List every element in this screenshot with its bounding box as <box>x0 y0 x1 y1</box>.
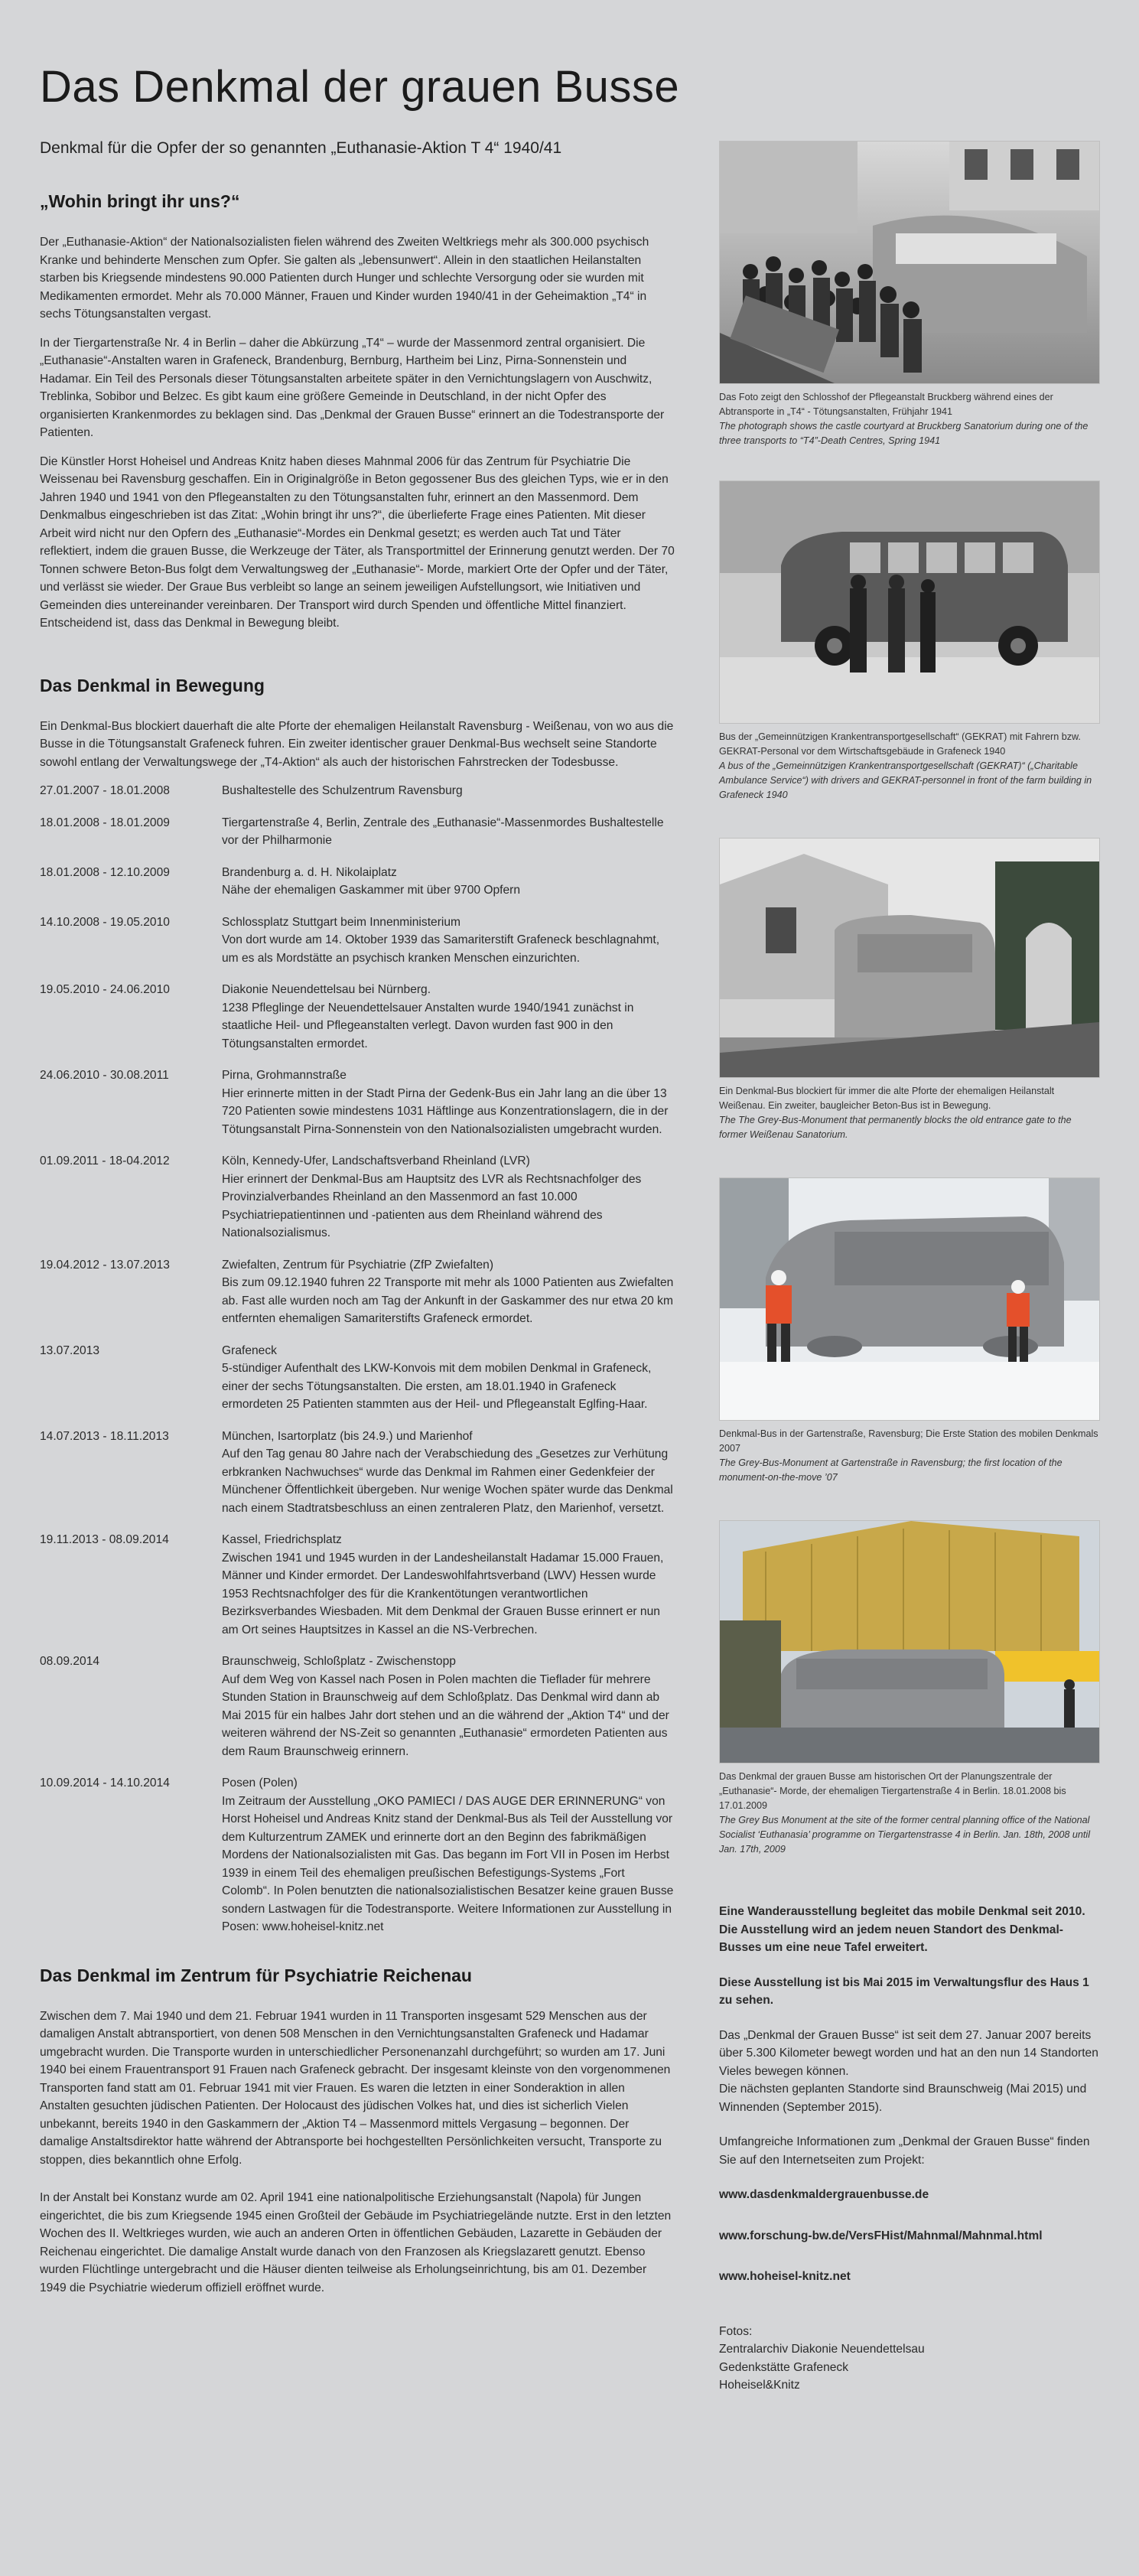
timeline-date: 14.10.2008 - 19.05.2010 <box>40 915 170 929</box>
photo-weissenau-gate <box>719 838 1100 1078</box>
timeline-entry <box>40 1067 675 1138</box>
photo-caption <box>719 1084 1098 1142</box>
distance-note: Das „Denkmal der Grauen Busse“ ist seit dem 27. Januar 2007 bereits über 5.300 Kilometer bewegt worden und hat an den nun 14 Standorten Vieles bewegen können. Die nächsten geplanten Standorte sind Braunschweig (Mai 2015) und Winnenden (September 2015). <box>719 2028 1098 2114</box>
timeline-text: Brandenburg a. d. H. Nikolaiplatz Nähe der ehemaligen Gaskammer mit über 9700 Opfern <box>222 865 521 897</box>
timeline-date: 08.09.2014 <box>40 1655 100 1668</box>
photo-caption <box>719 730 1098 803</box>
timeline-date: 18.01.2008 - 18.01.2009 <box>40 816 170 829</box>
timeline-text: Bushaltestelle des Schulzentrum Ravensburg <box>222 784 463 797</box>
gekrat-bus-photo-image <box>720 481 1099 723</box>
paragraph: In der Tiergartenstraße Nr. 4 in Berlin – daher die Abkürzung „T4“ – wurde der Massenmord zentral organisiert. Die „Euthanasie“-Anstalten waren in Grafeneck, Brandenburg, Bernburg, Hartheim bei Linz, Pirna-Sonnenstein und Hadamar. Ein Teil des Personals dieser Tötungsanstalten arbeitete später in den Vernichtungslagern von Auschwitz, Treblinka, Sobibor und Belzec. Es gibt kaum eine größere Gemeinde in Deutschland, in der nicht Opfer des organisierten Krankenmordes zu beklagen sind. Das „Denkmal der Grauen Busse“ erinnert an die Todestransporte der Patienten. <box>40 336 665 439</box>
photo-caption <box>719 390 1098 448</box>
caption-en: The The Grey-Bus-Monument that permanently blocks the old entrance gate to the former Weißenau Sanatorium. <box>719 1115 1072 1140</box>
timeline-text: Posen (Polen) Im Zeitraum der Ausstellung „OKO PAMIECI / DAS AUGE DER ERINNERUNG“ von Horst Hoheisel und Andreas Knitz stand der Denkmal-Bus als Teil der Ausstellung vor dem Kulturzentrum ZAMEK und erinnerte dort an den Beginn des fabrikmäßigen Mordens der Nationalsozialisten mit Gas. Das begann im Fort VII in Posen im Herbst 1939 in einem Teil des ehemaligen preußischen Befestigungs-Systems „Fort Colomb“. In Polen benutzten die nationalsozialistischen Besatzer keine grauen Busse sondern Lastwagen für die Todestransporte. Weitere Informationen zur Ausstellung in Posen: www.hoheisel-knitz.net <box>222 1776 674 1933</box>
timeline-date: 19.04.2012 - 13.07.2013 <box>40 1258 170 1272</box>
timeline-text: Diakonie Neuendettelsau bei Nürnberg. 1238 Pfleglinge der Neuendettelsauer Anstalten wurde 1940/1941 zunächst in staatliche Heil- und Pflegeanstalten verlegt. Davon wurden fast 900 in den Tötungsanstalten ermordet. <box>222 983 634 1050</box>
timeline-date: 27.01.2007 - 18.01.2008 <box>40 784 170 797</box>
paragraph: Ein Denkmal-Bus blockiert dauerhaft die alte Pforte der ehemaligen Heilanstalt Ravensburg - Weißenau, von wo aus die Busse in die Tötungsanstalt Grafeneck fuhren. Ein zweiter identischer grauer Denkmal-Bus wechselt seine Standorte sowohl entlang der Verwaltungswege der „T4-Aktion“ als auch der historischen Fahrstrecken der Todesbusse. <box>40 719 674 769</box>
timeline-text: Tiergartenstraße 4, Berlin, Zentrale des „Euthanasie“-Massenmordes Bushaltestelle vor der Philharmonie <box>222 816 664 847</box>
timeline-entry <box>40 864 675 900</box>
exhibition-info <box>719 1903 1098 2395</box>
link-forschung-bw[interactable]: www.forschung-bw.de/VersFHist/Mahnmal/Mahnmal.html <box>719 2229 1043 2242</box>
berlin-philharmonie-photo-image <box>720 1521 1099 1763</box>
timeline-text: Grafeneck 5-stündiger Aufenthalt des LKW-Konvois mit dem mobilen Denkmal in Grafeneck, einer der sechs Tötungsanstalten. Die ersten, am 18.01.1940 in Grafeneck ermordeten 25 Patienten stammten aus der Heil- und Pflegeanstalt Eglfing-Haar. <box>222 1343 652 1411</box>
timeline-entry <box>40 1256 675 1328</box>
section-heading-bewegung: Das Denkmal in Bewegung <box>40 675 265 695</box>
timeline-entry <box>40 1152 675 1242</box>
timeline-entry <box>40 1774 675 1936</box>
timeline-entry <box>40 782 675 800</box>
timeline-entry <box>40 981 675 1053</box>
timeline-entry <box>40 1342 675 1414</box>
paragraph: In der Anstalt bei Konstanz wurde am 02. April 1941 eine nationalpolitische Erziehungsanstalt (Napola) für Jungen eingerichtet, die bis zum Kriegsende 1945 einen Großteil der Gebäude im Psychiatriegelände nutzte. Erst in den letzten Wochen des II. Weltkrieges wurden, wie auch an anderen Orten in öffentlichen Gebäuden, Lazarette in Gebäuden der Reichenau eingerichtet. Die damalige Anstalt wurde danach von den Franzosen als Kriegslazarett genutzt. Ebenso wurden Flüchtlinge untergebracht und die Häuser dienten teilweise als Erholungseinrichtung, bis am 01. Dezember 1949 die Psychiatrie wiederum offiziell eröffnet wurde. <box>40 2191 672 2294</box>
photo-berlin-philharmonie <box>719 1520 1100 1763</box>
caption-de: Ein Denkmal-Bus blockiert für immer die alte Pforte der ehemaligen Heilanstalt Weißenau. Ein zweiter, baugleicher Beton-Bus ist in Bewegung. <box>719 1086 1055 1111</box>
caption-de: Bus der „Gemeinnützigen Krankentransportgesellschaft“ (GEKRAT) mit Fahrern bzw. GEKRAT-Personal vor dem Wirtschaftsgebäude in Grafeneck 1940 <box>719 731 1081 757</box>
exhibition-note: Eine Wanderausstellung begleitet das mobile Denkmal seit 2010. Die Ausstellung wird an jedem neuen Standort des Denkmal-Busses um eine neue Tafel erweitert. <box>719 1905 1085 1954</box>
caption-en: The photograph shows the castle courtyard at Bruckberg Sanatorium during one of the three transports to “T4”-Death Centres, Spring 1941 <box>719 421 1089 446</box>
timeline-text: Pirna, Grohmannstraße Hier erinnerte mitten in der Stadt Pirna der Gedenk-Bus ein Jahr lang an die über 13 720 Patienten sowie mindestens 1031 Häftlinge aus Konzentrationslagern, die in der Tötungsanstalt Pirna-Sonnenstein von den Nationalsozialisten umgebracht wurden. <box>222 1069 669 1136</box>
timeline-text: Schlossplatz Stuttgart beim Innenministerium Von dort wurde am 14. Oktober 1939 das Samariterstift Grafeneck beschlagnahmt, um es als Mordstätte an psychisch kranken Menschen einzurichten. <box>222 915 660 965</box>
paragraph: Die Künstler Horst Hoheisel und Andreas Knitz haben dieses Mahnmal 2006 für das Zentrum für Psychiatrie Die Weissenau bei Ravensburg geschaffen. Ein in Originalgröße in Beton gegossener Bus des gleichen Typs, wie er in den Jahren 1940 und 1941 von den Pflegeanstalten zu den Tötungsanstalten fuhr, erinnert an den Massenmord. Dem Denkmalbus eingeschrieben ist das Zitat: „Wohin bringt ihr uns?“, die überlieferte Frage eines Patienten. Mit dieser Arbeit wird nicht nur den Opfern des „Euthanasie“-Mordes ein Denkmal gesetzt; es werden auch Tat und Täter reflektiert, indem die grauen Busse, die Werkzeuge der Täter, als Transportmittel der Erinnerung genutzt werden. Der 70 Tonnen schwere Beton-Bus folgt dem Verwaltungsweg der „Euthanasie“- Morde, markiert Orte der Opfer und der Täter, und verlässt sie wieder. Der Graue Bus verbleibt so lange an seinem jeweiligen Aufstellungsort, wie Initiativen und Gemeinden dies untereinander vereinbaren. Der Transport wird durch Spenden und öffentliche Mittel finanziert. Entscheidend ist, dass das Denkmal in Bewegung bleibt. <box>40 454 675 630</box>
timeline-date: 10.09.2014 - 14.10.2014 <box>40 1776 170 1790</box>
paragraph: Zwischen dem 7. Mai 1940 und dem 21. Februar 1941 wurden in 11 Transporten insgesamt 529 Menschen aus der damaligen Anstalt abtransportiert, von denen 508 Menschen in den Vernichtungsanstalten Grafeneck und Hadamar umgebracht wurden. Die Transporte wurden in unterschiedlicher Personenanzahl durchgeführt; so wurden am 17. Juni 1940 bei einem Frauentransport 91 Frauen nach Grafeneck gebracht. Der insgesamt kleinste von den vorgenommenen Transporten fand statt am 01. Februar 1941 mit vier Frauen. Es waren die letzten in einer Sonderaktion in allen Anstalten gesuchten jüdischen Patienten. Der Holocaust des jüdischen Volkes hat, und dies ist sicherlich Vielen unbekannt, bereits 1940 in den Gaskammern der „Aktion T4 – Massenmord mittels Vergasung – begonnen. Der damalige Anstaltsdirektor hatte während der Abtransporte bei hochgestellten Persönlichkeiten versucht, Transporte zu stoppen, dies bekanntlich ohne Erfolg. <box>40 2009 671 2167</box>
section-heading-reichenau: Das Denkmal im Zentrum für Psychiatrie Reichenau <box>40 1965 472 1985</box>
caption-de: Denkmal-Bus in der Gartenstraße, Ravensburg; Die Erste Station des mobilen Denkmals 2007 <box>719 1428 1098 1454</box>
timeline-date: 14.07.2013 - 18.11.2013 <box>40 1429 169 1443</box>
timeline-entry <box>40 814 675 850</box>
timeline-date: 18.01.2008 - 12.10.2009 <box>40 865 170 879</box>
caption-en: A bus of the „Gemeinnützigen Krankentransportgesellschaft (GEKRAT)“ („Charitable Ambulance Service“) with drivers and GEKRAT-personnel in front of the farm building in Grafeneck 1940 <box>719 760 1092 800</box>
timeline-date: 24.06.2010 - 30.08.2011 <box>40 1069 169 1082</box>
timeline-date: 19.05.2010 - 24.06.2010 <box>40 983 170 996</box>
timeline-text: Zwiefalten, Zentrum für Psychiatrie (ZfP Zwiefalten) Bis zum 09.12.1940 fuhren 22 Transporte mit mehr als 1000 Patienten aus Zwiefalten ab. Fast alle wurden noch am Tag der Ankunft in der Gaskammer des nur etwa 20 km entfernten ehemaligen Samariterstifts Grafeneck ermordet. <box>222 1258 674 1325</box>
paragraph: Der „Euthanasie-Aktion“ der Nationalsozialisten fielen während des Zweiten Weltkriegs mehr als 300.000 psychisch Kranke und behinderte Menschen zum Opfer. Sie galten als „lebensunwert“. Allein in den staatlichen Heilanstalten starben bis Kriegsende mindestens 90.000 Patienten durch Hunger und schlechte Versorgung oder sie wurden mit Medikamenten ermordet. Mehr als 70.000 Männer, Frauen und Kinder wurden 1940/41 in der Geheimaktion „T4“ in sechs Tötungsanstalten vergast. <box>40 236 649 321</box>
subtitle: Denkmal für die Opfer der so genannten „Euthanasie-Aktion T 4“ 1940/41 <box>40 139 562 157</box>
section-heading-wohin: „Wohin bringt ihr uns?“ <box>40 191 240 211</box>
caption-en: The Grey Bus Monument at the site of the former central planning office of the National Socialist ‘Euthanasia’ programme on Tiergartenstrasse 4 in Berlin. Jan. 18th, 2008 until Jan. 17th, 2009 <box>719 1815 1091 1855</box>
photo-caption <box>719 1770 1098 1857</box>
caption-de: Das Foto zeigt den Schlosshof der Pflegeanstalt Bruckberg während eines der Abtransporte in „T4“ - Tötungsanstalten, Frühjahr 1941 <box>719 392 1053 417</box>
right-column <box>719 141 1098 2412</box>
bruckberg-photo-image <box>720 142 1099 383</box>
timeline-entry <box>40 1531 675 1639</box>
caption-de: Das Denkmal der grauen Busse am historischen Ort der Planungszentrale der „Euthanasie“- Morde, der ehemaligen Tiergartenstraße 4 in Berlin. 18.01.2008 bis 17.01.2009 <box>719 1771 1066 1811</box>
timeline-text: Kassel, Friedrichsplatz Zwischen 1941 und 1945 wurden in der Landesheilanstalt Hadamar 15.000 Frauen, Männer und Kinder ermordet. Der Landeswohlfahrtsverband (LWV) Hessen wurde 1953 Rechtsnachfolger des für die Krankentötungen verantwortlichen Bezirksverbandes Wiesbaden. Mit dem Denkmal der Grauen Busse erinnert er nun am Ort seines Hauptsitzes in Kassel an die NS-Verbrechen. <box>222 1533 664 1636</box>
weissenau-gate-photo-image <box>720 839 1099 1077</box>
timeline-entry <box>40 1653 675 1760</box>
timeline-text: Köln, Kennedy-Ufer, Landschaftsverband Rheinland (LVR) Hier erinnert der Denkmal-Bus am Hauptsitz des LVR als Rechtsnachfolger des Provinzialverbandes Rheinland an den Massenmord an fast 10.000 Psychiatriepatientinnen und -patienten aus dem Rheinland während des Nationalsozialismus. <box>222 1154 642 1239</box>
link-dasdenkmal[interactable]: www.dasdenkmaldergrauenbusse.de <box>719 2188 929 2201</box>
photo-bruckberg <box>719 141 1100 384</box>
timeline-date: 19.11.2013 - 08.09.2014 <box>40 1533 169 1546</box>
link-hoheisel-knitz[interactable]: www.hoheisel-knitz.net <box>719 2270 851 2283</box>
photo-caption <box>719 1427 1098 1485</box>
photo-ravensburg-snow <box>719 1177 1100 1421</box>
timeline-entry <box>40 1428 675 1518</box>
left-column <box>40 139 675 2307</box>
timeline-date: 01.09.2011 - 18-04.2012 <box>40 1154 170 1168</box>
caption-en: The Grey-Bus-Monument at Gartenstraße in Ravensburg; the first location of the monument-on-the-move ’07 <box>719 1457 1063 1483</box>
timeline-entry <box>40 913 675 968</box>
more-info-note: Umfangreiche Informationen zum „Denkmal der Grauen Busse“ finden Sie auf den Internetseiten zum Projekt: <box>719 2135 1090 2167</box>
photo-credits: Fotos: Zentralarchiv Diakonie Neuendettelsau Gedenkstätte Grafeneck Hoheisel&Knitz <box>719 2324 925 2392</box>
timeline-text: Braunschweig, Schloßplatz - Zwischenstopp Auf dem Weg von Kassel nach Posen in Polen machten die Tieflader für mehrere Stunden Station in Braunschweig auf dem Schloßplatz. Das Denkmal wird dann ab Mai 2015 für ein halbes Jahr dort stehen und an die während der „Aktion T4“ und der weiteren während der NS-Zeit so genannten „Euthanasie“ ermordeten Patienten aus dem Raum Braunschweig erinnern. <box>222 1655 669 1758</box>
exhibition-location-note: Diese Ausstellung ist bis Mai 2015 im Verwaltungsflur des Haus 1 zu sehen. <box>719 1975 1089 2007</box>
timeline <box>40 782 675 1936</box>
ravensburg-snow-photo-image <box>720 1178 1099 1420</box>
timeline-text: München, Isartorplatz (bis 24.9.) und Marienhof Auf den Tag genau 80 Jahre nach der Verabschiedung des „Gesetzes zur Verhütung erbkranken Nachwuchses“ wurde das Denkmal im Rahmen einer Gedenkfeier der Münchener Öffentlichkeit übergeben. Nur wenige Wochen später wurde das Denkmal nach einem Stadtratsbeschluss an einen zentraleren Platz, den Marienhof, versetzt. <box>222 1429 673 1515</box>
timeline-date: 13.07.2013 <box>40 1343 100 1357</box>
page-title: Das Denkmal der grauen Busse <box>40 62 680 112</box>
photo-gekrat-bus <box>719 480 1100 724</box>
